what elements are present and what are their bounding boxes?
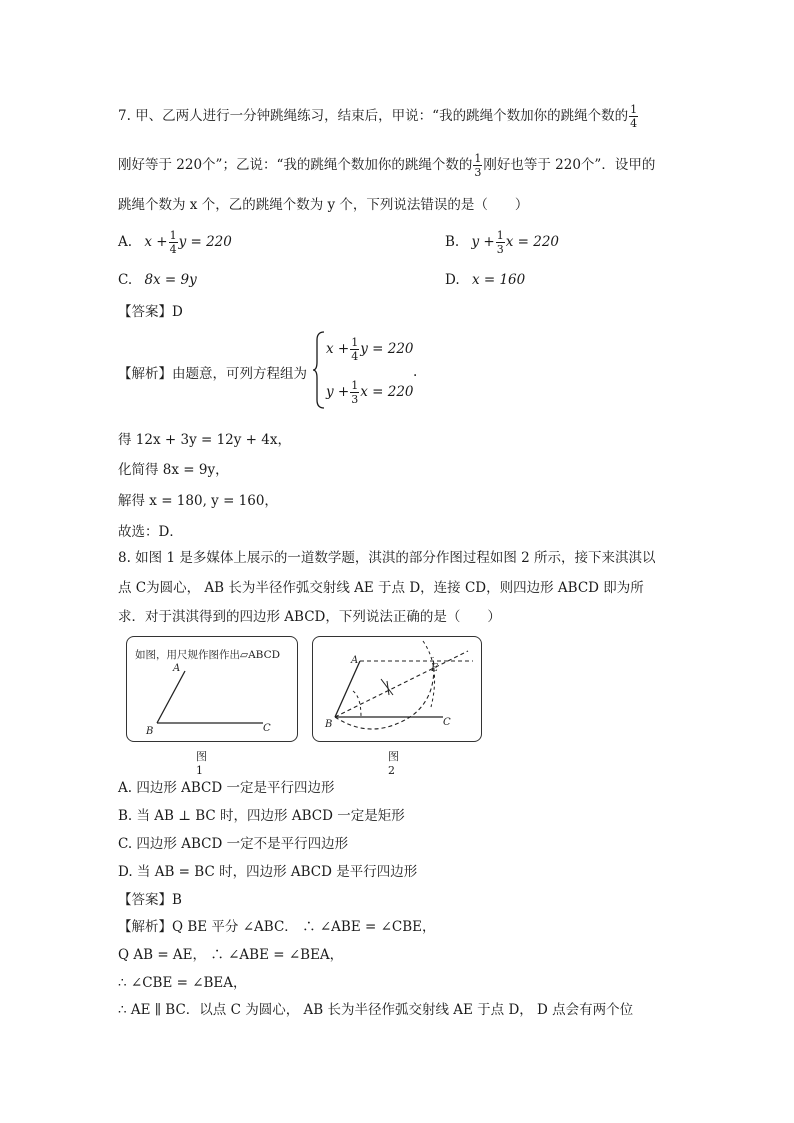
q7-stem-line3: 跳绳个数为 x 个，乙的跳绳个数为 y 个，下列说法错误的是（ ） [118,197,529,213]
q7-option-d [445,272,525,288]
figure-1-caption: 图1 [196,750,207,777]
q8-stem-line1: 8. 如图 1 是多媒体上展示的一道数学题，淇淇的部分作图过程如图 2 所示，接下来淇淇以 [118,550,656,566]
equation-post: y = 220 [360,341,414,357]
q7-step1: 得 12x + 3y = 12y + 4x， [118,432,291,448]
equation-pre: x + [326,341,350,357]
option-expr-post: y = 220 [178,234,232,250]
q7-answer: 【答案】D [118,304,183,320]
q8-analysis-line2: Q AB = AE， ∴ ∠ABE = ∠BEA， [118,947,344,963]
frac-denominator: 4 [169,243,177,256]
label-E: E [431,663,439,674]
q7-option-b [445,230,559,255]
q8-stem-line3: 求．对于淇淇得到的四边形 ABCD，下列说法正确的是（ ） [118,609,501,625]
q8-answer: 【答案】B [118,892,182,908]
option-label: B. [445,234,460,250]
q7-step2: 化简得 8x = 9y， [118,462,229,478]
option-expr-post: x = 220 [505,234,560,250]
option-label: A. [118,234,133,250]
frac-denominator: 4 [351,350,359,363]
equation-fraction [350,380,359,405]
label-C: C [443,717,451,728]
option-expr: 8x = 9y [144,272,197,288]
frac-numerator: 1 [351,379,359,392]
option-expr: x = 160 [471,272,526,288]
q7-stem-line1 [118,104,639,129]
frac-numerator: 1 [630,103,638,116]
q7-stem-line2 [118,153,655,178]
q8-option-b: B. 当 AB ⊥ BC 时，四边形 ABCD 一定是矩形 [118,808,405,824]
q8-analysis-line3: ∴ ∠CBE = ∠BEA， [118,975,247,991]
option-fraction [169,230,178,255]
option-label: D. [445,272,460,288]
q7-stem-text-b: 刚好等于 220个”；乙说：“我的跳绳个数加你的跳绳个数的 [118,157,473,173]
q8-stem-line2: 点 C为圆心， AB 长为半径作弧交射线 AE 于点 D，连接 CD，则四边形 ABCD 即为所 [118,580,644,596]
equation-post: x = 220 [360,384,414,400]
q8-option-c: C. 四边形 ABCD 一定不是平行四边形 [118,836,349,852]
frac-denominator: 3 [474,166,482,179]
frac-numerator: 1 [351,336,359,349]
frac-numerator: 1 [496,229,504,242]
frac-denominator: 3 [351,393,359,406]
option-expr-pre: x + [144,234,168,250]
q8-analysis-line4: ∴ AE ∥ BC．以点 C 为圆心， AB 长为半径作弧交射线 AE 于点 D， D 点会有两个位 [118,1002,634,1018]
q8-analysis-line1: 【解析】Q BE 平分 ∠ABC． ∴ ∠ABE = ∠CBE， [118,919,436,935]
q7-fraction-b [473,153,482,178]
label-C: C [263,723,271,734]
label-B: B [146,726,154,737]
equation-system-line2 [326,380,414,405]
equation-pre: y + [326,384,350,400]
figure-2-drawing [313,637,481,741]
q7-fraction-a [629,104,638,129]
figure-2-caption: 图2 [388,750,399,777]
label-B: B [325,719,333,730]
q7-step3: 解得 x = 180, y = 160， [118,493,278,509]
frac-numerator: 1 [474,152,482,165]
equation-system-line1 [326,337,414,362]
q7-option-a [118,230,232,255]
q8-option-a: A. 四边形 ABCD 一定是平行四边形 [118,780,335,796]
q8-option-d: D. 当 AB = BC 时，四边形 ABCD 是平行四边形 [118,864,418,880]
option-expr-pre: y + [471,234,495,250]
option-label: C. [118,272,133,288]
frac-numerator: 1 [169,229,177,242]
figure-1-box [126,636,298,742]
equation-system-period: . [413,364,418,380]
q7-stem-text-c: 刚好也等于 220个”．设甲的 [483,157,656,173]
q7-analysis-label: 【解析】由题意，可列方程组为 [118,366,307,382]
q7-option-c [118,272,197,288]
figure-1-instruction: 如图，用尺规作图作出▱ABCD [135,649,281,661]
equation-fraction [350,337,359,362]
frac-denominator: 3 [496,243,504,256]
label-A: A [173,663,181,674]
q7-stem-text-a: 7. 甲、乙两人进行一分钟跳绳练习，结束后，甲说：“我的跳绳个数加你的跳绳个数的 [118,108,629,124]
figure-1-drawing [127,637,297,741]
label-A: A [351,655,359,666]
option-fraction [496,230,505,255]
equation-system-brace [312,330,326,410]
figure-2-box [312,636,482,742]
q7-step4: 故选：D． [118,524,183,540]
frac-denominator: 4 [630,117,638,130]
